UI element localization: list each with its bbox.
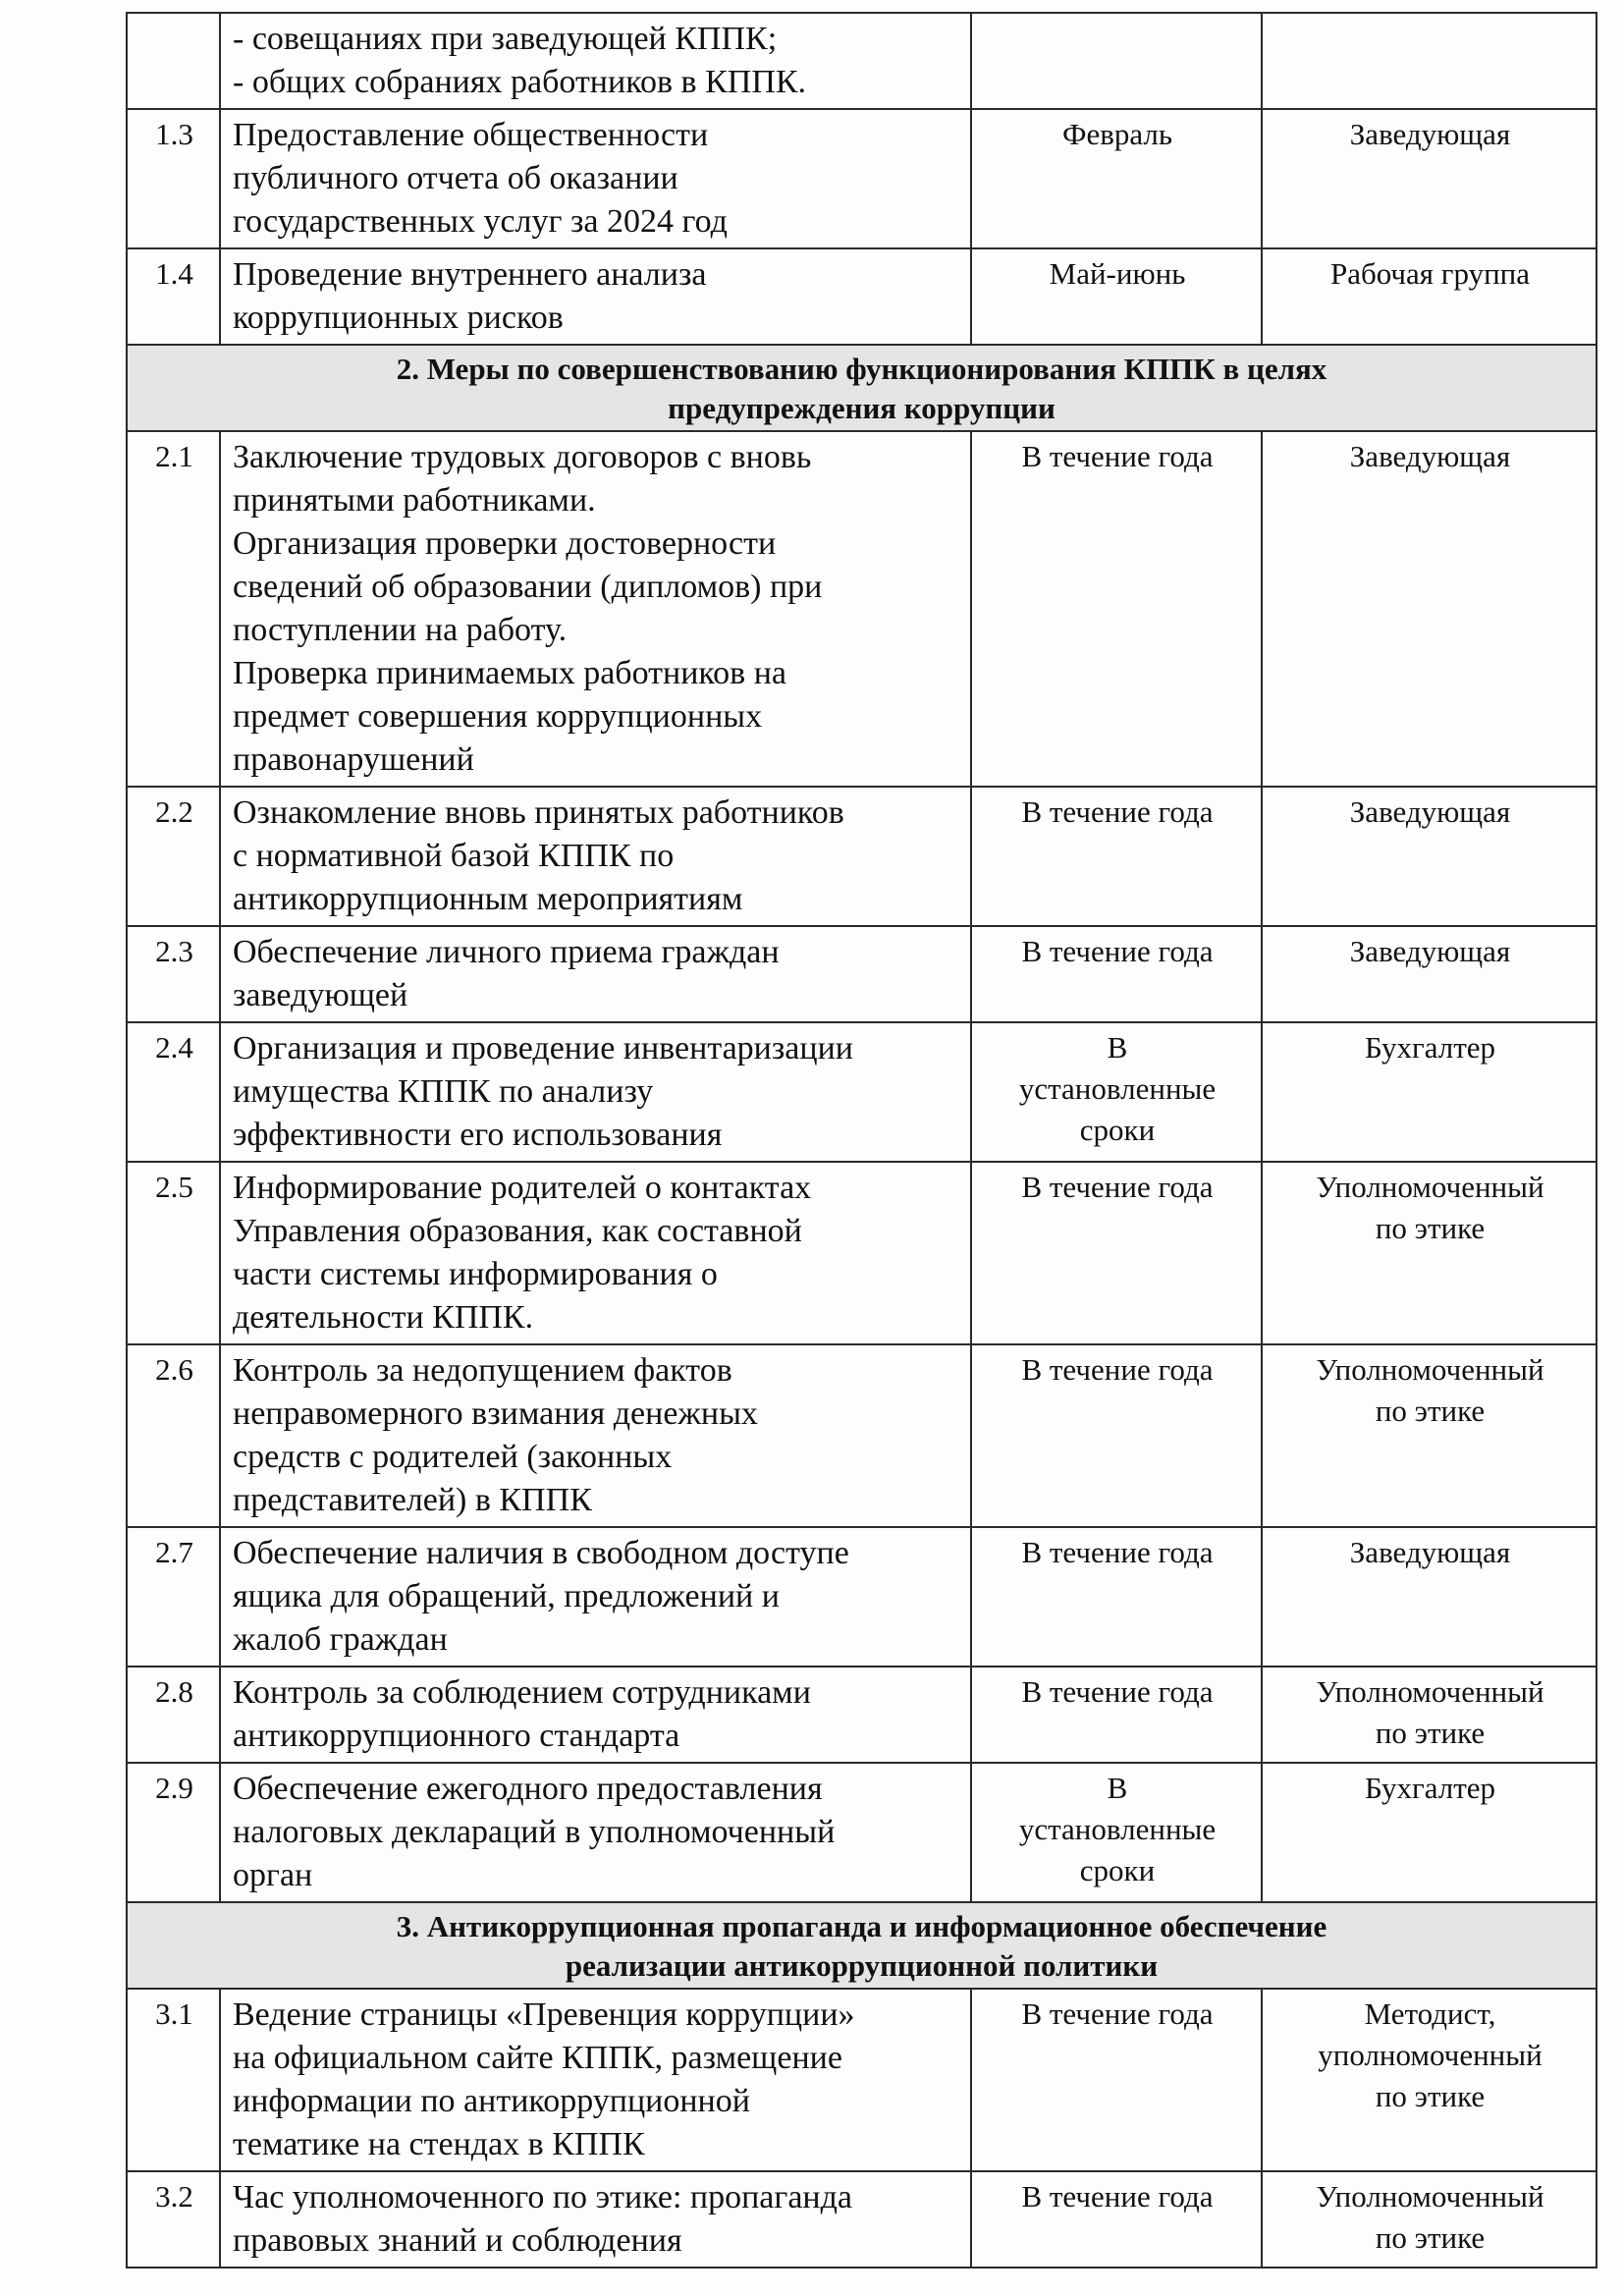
activity-cell bbox=[220, 2171, 971, 2268]
item-number: 2.8 bbox=[155, 1674, 193, 1709]
responsible-cell bbox=[1262, 1527, 1597, 1667]
item-number: 2.9 bbox=[155, 1771, 193, 1805]
activity-line: правонарушений bbox=[233, 741, 474, 778]
item-number: 2.1 bbox=[155, 439, 193, 473]
responsible-line: Уполномоченный bbox=[1316, 1170, 1544, 1204]
table-row bbox=[127, 109, 1597, 248]
table-row bbox=[127, 431, 1597, 787]
item-number: 2.7 bbox=[155, 1535, 193, 1569]
item-number: 2.2 bbox=[155, 794, 193, 829]
table-body bbox=[127, 13, 1597, 2268]
activity-line: Обеспечение ежегодного предоставления bbox=[233, 1771, 823, 1807]
item-number-cell bbox=[127, 1162, 220, 1344]
activity-cell bbox=[220, 1162, 971, 1344]
activity-line: Предоставление общественности bbox=[233, 117, 709, 153]
deadline-line: В течение года bbox=[1021, 1170, 1214, 1204]
responsible-line: Бухгалтер bbox=[1364, 1030, 1496, 1065]
activity-line: Ведение страницы «Превенция коррупции» bbox=[233, 1996, 855, 2033]
table-row bbox=[127, 926, 1597, 1022]
responsible-cell bbox=[1262, 1989, 1597, 2171]
activity-line: представителей) в КППК bbox=[233, 1482, 592, 1518]
deadline-cell bbox=[971, 1667, 1262, 1763]
responsible-line: Заведующая bbox=[1349, 1535, 1511, 1569]
deadline-cell bbox=[971, 1162, 1262, 1344]
item-number: 1.4 bbox=[155, 256, 193, 291]
deadline-cell bbox=[971, 1344, 1262, 1527]
section-title bbox=[127, 345, 1597, 431]
item-number: 3.1 bbox=[155, 1996, 193, 2031]
item-number: 2.3 bbox=[155, 934, 193, 968]
deadline-cell bbox=[971, 431, 1262, 787]
deadline-cell bbox=[971, 1989, 1262, 2171]
deadline-cell bbox=[971, 1763, 1262, 1902]
item-number-cell bbox=[127, 1527, 220, 1667]
section-title bbox=[127, 1902, 1597, 1989]
deadline-cell bbox=[971, 1527, 1262, 1667]
section-header-row bbox=[127, 345, 1597, 431]
responsible-cell bbox=[1262, 787, 1597, 926]
section-title-line: 2. Меры по совершенствованию функционирования КППК в целях bbox=[396, 352, 1327, 386]
item-number-cell bbox=[127, 1022, 220, 1162]
activity-cell bbox=[220, 787, 971, 926]
activity-line: публичного отчета об оказании bbox=[233, 160, 678, 196]
activity-line: Час уполномоченного по этике: пропаганда bbox=[233, 2179, 853, 2215]
activity-cell bbox=[220, 1989, 971, 2171]
activity-line: предмет совершения коррупционных bbox=[233, 698, 763, 735]
deadline-line: сроки bbox=[1079, 1113, 1156, 1147]
deadline-cell bbox=[971, 787, 1262, 926]
responsible-line: Бухгалтер bbox=[1364, 1771, 1496, 1805]
activity-cell bbox=[220, 926, 971, 1022]
responsible-cell bbox=[1262, 1763, 1597, 1902]
table-row bbox=[127, 787, 1597, 926]
activity-line: антикоррупционным мероприятиям bbox=[233, 881, 743, 917]
responsible-line: Методист, bbox=[1364, 1996, 1496, 2031]
deadline-cell bbox=[971, 926, 1262, 1022]
responsible-cell bbox=[1262, 1162, 1597, 1344]
responsible-line: Заведующая bbox=[1349, 934, 1511, 968]
activity-line: - совещаниях при заведующей КППК; bbox=[233, 21, 778, 57]
activity-line: Ознакомление вновь принятых работников bbox=[233, 794, 844, 831]
item-number: 2.6 bbox=[155, 1352, 193, 1387]
responsible-line: по этике bbox=[1375, 2220, 1486, 2255]
activity-line: Информирование родителей о контактах bbox=[233, 1170, 812, 1206]
activity-cell bbox=[220, 1527, 971, 1667]
activity-line: принятыми работниками. bbox=[233, 482, 596, 519]
item-number-cell bbox=[127, 1989, 220, 2171]
responsible-line: Заведующая bbox=[1349, 117, 1511, 151]
table-row bbox=[127, 13, 1597, 109]
activity-line: имущества КППК по анализу bbox=[233, 1073, 654, 1110]
responsible-line: Уполномоченный bbox=[1316, 1352, 1544, 1387]
activity-line: коррупционных рисков bbox=[233, 300, 564, 336]
activity-line: Обеспечение наличия в свободном доступе bbox=[233, 1535, 849, 1571]
activity-line: Заключение трудовых договоров с вновь bbox=[233, 439, 812, 475]
activity-line: тематике на стендах в КППК bbox=[233, 2126, 645, 2162]
item-number-cell bbox=[127, 431, 220, 787]
deadline-line: В bbox=[1107, 1030, 1128, 1065]
activity-line: деятельности КППК. bbox=[233, 1299, 534, 1336]
activity-line: Контроль за недопущением фактов bbox=[233, 1352, 732, 1389]
item-number-cell bbox=[127, 2171, 220, 2268]
activity-cell bbox=[220, 1022, 971, 1162]
activity-line: Проведение внутреннего анализа bbox=[233, 256, 707, 293]
activity-line: с нормативной базой КППК по bbox=[233, 838, 675, 874]
responsible-line: по этике bbox=[1375, 2079, 1486, 2113]
responsible-cell bbox=[1262, 13, 1597, 109]
deadline-line: установленные bbox=[1018, 1071, 1217, 1106]
deadline-line: Май-июнь bbox=[1049, 256, 1186, 291]
activity-cell bbox=[220, 1667, 971, 1763]
deadline-line: В течение года bbox=[1021, 1352, 1214, 1387]
activity-line: заведующей bbox=[233, 977, 408, 1013]
responsible-line: Уполномоченный bbox=[1316, 2179, 1544, 2214]
deadline-line: В течение года bbox=[1021, 1535, 1214, 1569]
deadline-cell bbox=[971, 1022, 1262, 1162]
activity-line: орган bbox=[233, 1857, 313, 1893]
activity-line: поступлении на работу. bbox=[233, 612, 568, 648]
item-number-cell bbox=[127, 109, 220, 248]
table-row bbox=[127, 1989, 1597, 2171]
activity-line: на официальном сайте КППК, размещение bbox=[233, 2040, 842, 2076]
item-number: 1.3 bbox=[155, 117, 193, 151]
activity-line: информации по антикоррупционной bbox=[233, 2083, 750, 2119]
responsible-line: Заведующая bbox=[1349, 794, 1511, 829]
responsible-cell bbox=[1262, 248, 1597, 345]
responsible-line: по этике bbox=[1375, 1394, 1486, 1428]
responsible-line: Уполномоченный bbox=[1316, 1674, 1544, 1709]
activity-line: части системы информирования о bbox=[233, 1256, 718, 1292]
table-row bbox=[127, 1527, 1597, 1667]
activity-line: неправомерного взимания денежных bbox=[233, 1395, 758, 1432]
activity-line: Управления образования, как составной bbox=[233, 1213, 802, 1249]
item-number-cell bbox=[127, 1763, 220, 1902]
activity-line: антикоррупционного стандарта bbox=[233, 1718, 680, 1754]
item-number-cell bbox=[127, 248, 220, 345]
activity-cell bbox=[220, 248, 971, 345]
responsible-cell bbox=[1262, 926, 1597, 1022]
activity-line: сведений об образовании (дипломов) при bbox=[233, 569, 823, 605]
section-title-line: реализации антикоррупционной политики bbox=[565, 1948, 1159, 1983]
activity-line: Организация проверки достоверности bbox=[233, 525, 777, 562]
activity-line: Контроль за соблюдением сотрудниками bbox=[233, 1674, 811, 1711]
activity-line: Проверка принимаемых работников на bbox=[233, 655, 787, 691]
deadline-line: В течение года bbox=[1021, 1674, 1214, 1709]
item-number-cell bbox=[127, 926, 220, 1022]
activity-line: налоговых деклараций в уполномоченный bbox=[233, 1814, 836, 1850]
table-row bbox=[127, 248, 1597, 345]
deadline-line: В течение года bbox=[1021, 1996, 1214, 2031]
table-row bbox=[127, 2171, 1597, 2268]
responsible-cell bbox=[1262, 1344, 1597, 1527]
activity-line: ящика для обращений, предложений и bbox=[233, 1578, 780, 1614]
activity-cell bbox=[220, 1344, 971, 1527]
activity-line: жалоб граждан bbox=[233, 1621, 448, 1658]
table-row bbox=[127, 1667, 1597, 1763]
responsible-cell bbox=[1262, 1667, 1597, 1763]
deadline-cell bbox=[971, 109, 1262, 248]
responsible-cell bbox=[1262, 1022, 1597, 1162]
responsible-cell bbox=[1262, 2171, 1597, 2268]
responsible-cell bbox=[1262, 431, 1597, 787]
responsible-cell bbox=[1262, 109, 1597, 248]
responsible-line: Рабочая группа bbox=[1329, 256, 1531, 291]
activity-cell bbox=[220, 1763, 971, 1902]
activity-line: правовых знаний и соблюдения bbox=[233, 2222, 682, 2259]
table-row bbox=[127, 1022, 1597, 1162]
section-header-row bbox=[127, 1902, 1597, 1989]
responsible-line: по этике bbox=[1375, 1716, 1486, 1750]
item-number: 3.2 bbox=[155, 2179, 193, 2214]
item-number: 2.4 bbox=[155, 1030, 193, 1065]
section-title-line: предупреждения коррупции bbox=[668, 391, 1056, 425]
section-title-line: 3. Антикоррупционная пропаганда и информационное обеспечение bbox=[396, 1909, 1327, 1943]
item-number-cell bbox=[127, 787, 220, 926]
deadline-line: сроки bbox=[1079, 1853, 1156, 1887]
table-row bbox=[127, 1162, 1597, 1344]
deadline-line: установленные bbox=[1018, 1812, 1217, 1846]
activity-cell bbox=[220, 431, 971, 787]
activity-line: эффективности его использования bbox=[233, 1117, 723, 1153]
anticorruption-plan-table bbox=[126, 12, 1597, 2269]
table-row bbox=[127, 1344, 1597, 1527]
activity-line: Организация и проведение инвентаризации bbox=[233, 1030, 853, 1066]
responsible-line: уполномоченный bbox=[1318, 2038, 1543, 2072]
deadline-line: В bbox=[1107, 1771, 1128, 1805]
table-row bbox=[127, 1763, 1597, 1902]
responsible-line: по этике bbox=[1375, 1211, 1486, 1245]
deadline-line: В течение года bbox=[1021, 934, 1214, 968]
activity-cell bbox=[220, 109, 971, 248]
activity-line: средств с родителей (законных bbox=[233, 1439, 673, 1475]
item-number-cell bbox=[127, 1344, 220, 1527]
deadline-line: Февраль bbox=[1061, 117, 1173, 151]
activity-line: Обеспечение личного приема граждан bbox=[233, 934, 780, 970]
responsible-line: Заведующая bbox=[1349, 439, 1511, 473]
deadline-cell bbox=[971, 13, 1262, 109]
item-number-cell bbox=[127, 1667, 220, 1763]
item-number: 2.5 bbox=[155, 1170, 193, 1204]
activity-cell bbox=[220, 13, 971, 109]
deadline-line: В течение года bbox=[1021, 439, 1214, 473]
activity-line: государственных услуг за 2024 год bbox=[233, 203, 728, 240]
deadline-line: В течение года bbox=[1021, 794, 1214, 829]
activity-line: - общих собраниях работников в КППК. bbox=[233, 64, 807, 100]
item-number-cell bbox=[127, 13, 220, 109]
deadline-line: В течение года bbox=[1021, 2179, 1214, 2214]
deadline-cell bbox=[971, 248, 1262, 345]
deadline-cell bbox=[971, 2171, 1262, 2268]
